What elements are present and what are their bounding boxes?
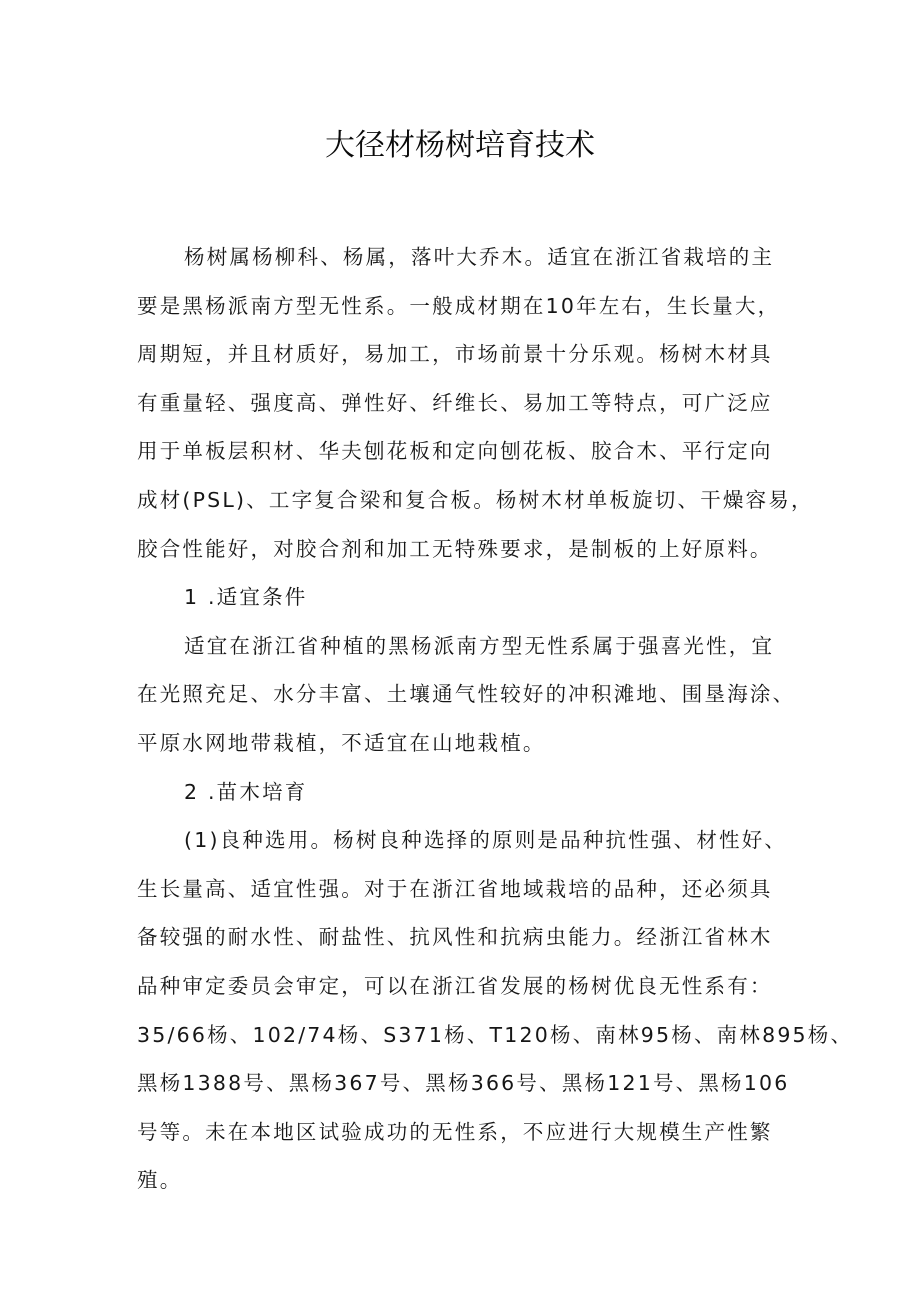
document-title: 大径材杨树培育技术 <box>325 128 595 163</box>
document-body <box>137 233 854 1205</box>
section-heading-1: 1 .适宜条件 <box>184 585 308 610</box>
paragraph-seedlings-line-7: 号等。未在本地区试验成功的无性系，不应进行大规模生产性繁 <box>137 1119 773 1144</box>
paragraph-seedlings-line-8: 殖。 <box>137 1168 183 1193</box>
paragraph-intro-line-4: 有重量轻、强度高、弹性好、纤维长、易加工等特点，可广泛应 <box>137 390 773 415</box>
paragraph-seedlings-line-2: 生长量高、适宜性强。对于在浙江省地域栽培的品种，还必须具 <box>137 876 773 901</box>
paragraph-seedlings-line-3: 备较强的耐水性、耐盐性、抗风性和抗病虫能力。经浙江省林木 <box>137 925 773 950</box>
paragraph-seedlings-line-1: (1)良种选用。杨树良种选择的原则是品种抗性强、材性好、 <box>184 828 788 853</box>
paragraph-intro-line-7: 胶合性能好，对胶合剂和加工无特殊要求，是制板的上好原料。 <box>137 536 773 561</box>
paragraph-conditions-line-3: 平原水网地带栽植，不适宜在山地栽植。 <box>137 730 546 755</box>
paragraph-seedlings-line-4: 品种审定委员会审定，可以在浙江省发展的杨树优良无性系有： <box>137 973 773 998</box>
paragraph-intro-line-1: 杨树属杨柳科、杨属，落叶大乔木。适宜在浙江省栽培的主 <box>184 245 775 269</box>
paragraph-intro-line-6: 成材(PSL)、工字复合梁和复合板。杨树木材单板旋切、干燥容易， <box>137 487 814 512</box>
paragraph-intro-line-3: 周期短，并且材质好，易加工，市场前景十分乐观。杨树木材具 <box>137 342 773 367</box>
section-heading-2: 2 .苗木培育 <box>184 779 308 804</box>
paragraph-seedlings-line-5: 35/66杨、102/74杨、S371杨、T120杨、南林95杨、南林895杨、 <box>137 1022 854 1047</box>
paragraph-conditions-line-1: 适宜在浙江省种植的黑杨派南方型无性系属于强喜光性，宜 <box>184 633 775 658</box>
paragraph-intro-line-2: 要是黑杨派南方型无性系。一般成材期在10年左右，生长量大， <box>137 293 781 318</box>
paragraph-seedlings-line-6: 黑杨1388号、黑杨367号、黑杨366号、黑杨121号、黑杨106 <box>137 1071 790 1096</box>
paragraph-intro-line-5: 用于单板层积材、华夫刨花板和定向刨花板、胶合木、平行定向 <box>137 439 773 464</box>
paragraph-conditions-line-2: 在光照充足、水分丰富、土壤通气性较好的冲积滩地、围垦海涂、 <box>137 682 796 707</box>
